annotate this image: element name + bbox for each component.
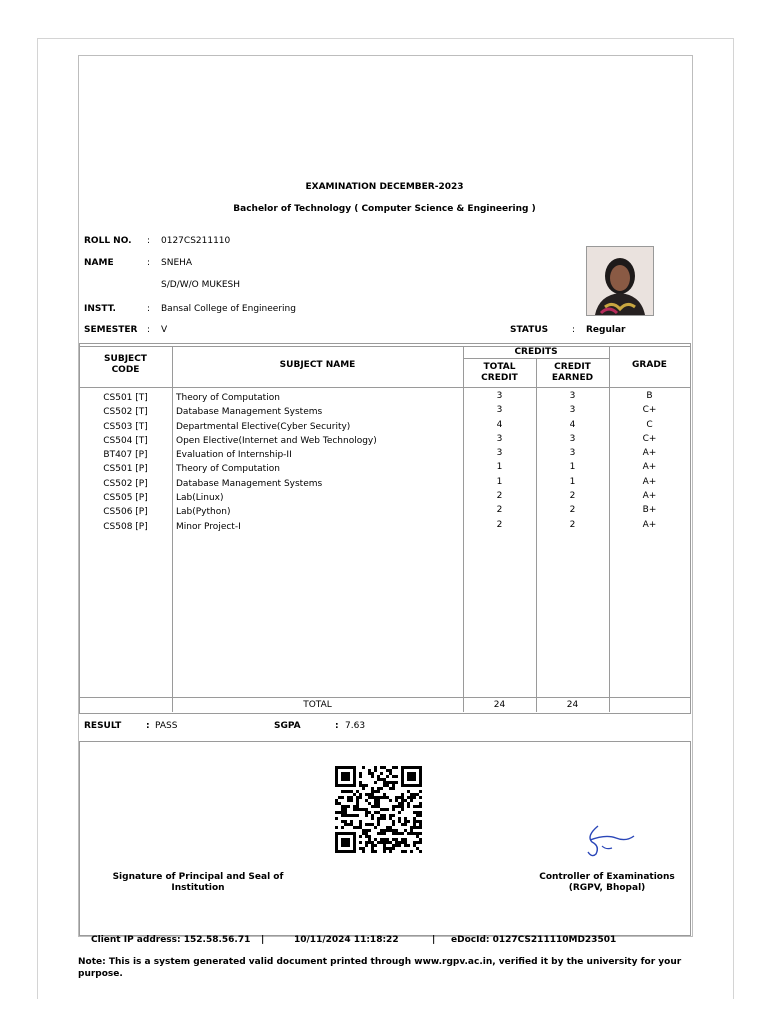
total-credit-cell: 1	[496, 476, 503, 487]
total-credit-sum: 24	[493, 700, 506, 710]
credit-earned-cell: 2	[569, 505, 576, 516]
subject-name: Evaluation of Internship-II	[176, 450, 292, 461]
subject-code: CS504 [T]	[103, 435, 148, 446]
grade-cell: A+	[642, 519, 657, 530]
qr-code	[334, 764, 424, 856]
header-total-credit: TOTAL CREDIT	[481, 362, 518, 383]
grade-cell: A+	[642, 476, 657, 487]
name-label: NAME	[84, 258, 114, 268]
semester-value: V	[161, 325, 168, 335]
total-credit-cell: 3	[496, 433, 503, 444]
relation-value: S/D/W/O MUKESH	[161, 280, 241, 290]
footer-separator: |	[432, 935, 436, 945]
column-total-credits	[463, 389, 536, 532]
roll-label: ROLL NO.	[84, 236, 132, 246]
column-credits-earned	[536, 389, 609, 532]
header-subject-code: SUBJECT CODE	[104, 354, 147, 375]
subject-code: CS502 [T]	[103, 407, 148, 418]
roll-colon: :	[147, 236, 151, 246]
edoc-id: eDocId: 0127CS211110MD23501	[451, 935, 617, 945]
credit-earned-cell: 3	[569, 448, 576, 459]
col-divider-1	[172, 346, 173, 712]
credit-earned-cell: 2	[569, 519, 576, 530]
subject-name: Database Management Systems	[176, 478, 323, 489]
roll-value: 0127CS211110	[161, 236, 231, 246]
header-subject-name: SUBJECT NAME	[279, 360, 356, 370]
header-grade: GRADE	[632, 360, 667, 370]
header-credit-earned: CREDIT EARNED	[551, 362, 594, 383]
table-total-rule	[79, 697, 690, 698]
grade-cell: C+	[642, 405, 657, 416]
name-colon: :	[147, 258, 151, 268]
grade-cell: C+	[642, 433, 657, 444]
credit-earned-cell: 1	[569, 476, 576, 487]
semester-colon: :	[147, 325, 151, 335]
grade-cell: A+	[642, 491, 657, 502]
subject-code: BT407 [P]	[103, 450, 148, 461]
subject-code: CS501 [T]	[103, 393, 148, 403]
grade-cell: C	[646, 419, 653, 430]
subject-code: CS508 [P]	[103, 521, 148, 532]
subject-name: Open Elective(Internet and Web Technology)	[176, 435, 377, 446]
footer-note-line1: Note: This is a system generated valid document printed through www.rgpv.ac.in, verified it by the university for your	[78, 957, 682, 967]
total-earned-sum: 24	[566, 700, 579, 710]
column-subject-names	[176, 391, 461, 534]
print-datetime: 10/11/2024 11:18:22	[294, 935, 399, 945]
result-label: RESULT	[84, 721, 122, 731]
exam-title: EXAMINATION DECEMBER-2023	[305, 182, 464, 192]
subject-name: Minor Project-I	[176, 521, 241, 532]
subject-name: Departmental Elective(Cyber Security)	[176, 421, 351, 432]
grade-cell: A+	[642, 448, 657, 459]
subject-name: Theory of Computation	[176, 393, 280, 403]
status-colon: :	[572, 325, 576, 335]
total-credit-cell: 2	[496, 519, 503, 530]
subject-name: Theory of Computation	[176, 464, 280, 475]
subject-code: CS505 [P]	[103, 493, 148, 504]
header-credits: CREDITS	[514, 347, 558, 357]
total-credit-cell: 3	[496, 448, 503, 459]
subject-name: Database Management Systems	[176, 407, 323, 418]
status-value: Regular	[586, 325, 626, 335]
institute-value: Bansal College of Engineering	[161, 304, 296, 314]
subject-code: CS506 [P]	[103, 507, 148, 518]
footer-separator: |	[261, 935, 265, 945]
credit-earned-cell: 3	[569, 405, 576, 416]
credit-earned-cell: 3	[569, 391, 576, 401]
total-label: TOTAL	[303, 700, 332, 710]
credit-earned-cell: 1	[569, 462, 576, 473]
total-credit-cell: 3	[496, 405, 503, 416]
credit-earned-cell: 4	[569, 419, 576, 430]
footer-note-line2: purpose.	[78, 969, 123, 979]
institute-colon: :	[147, 304, 151, 314]
subject-name: Lab(Linux)	[176, 493, 224, 504]
total-credit-cell: 1	[496, 462, 503, 473]
credit-earned-cell: 2	[569, 491, 576, 502]
program-title: Bachelor of Technology ( Computer Science & Engineering )	[233, 204, 536, 214]
result-colon: :	[146, 721, 150, 731]
controller-signature	[576, 822, 636, 862]
student-photo	[586, 246, 654, 316]
subject-code: CS501 [P]	[103, 464, 148, 475]
total-credit-cell: 2	[496, 491, 503, 502]
column-grades	[609, 389, 690, 532]
sgpa-value: 7.63	[345, 721, 366, 731]
client-ip: Client IP address: 152.58.56.71	[91, 935, 251, 945]
total-credit-cell: 3	[496, 391, 503, 401]
table-header-rule	[79, 387, 690, 388]
name-value: SNEHA	[161, 258, 193, 268]
sgpa-label: SGPA	[274, 721, 301, 731]
subject-code: CS502 [P]	[103, 478, 148, 489]
grade-cell: B+	[642, 505, 657, 516]
grade-cell: B	[646, 391, 653, 401]
subject-code: CS503 [T]	[103, 421, 148, 432]
column-subject-codes	[79, 391, 172, 534]
result-value: PASS	[155, 721, 178, 731]
principal-signature-label: Signature of Principal and Seal of Institution	[112, 872, 284, 893]
total-credit-cell: 2	[496, 505, 503, 516]
total-credit-cell: 4	[496, 419, 503, 430]
semester-label: SEMESTER	[84, 325, 138, 335]
status-label: STATUS	[510, 325, 549, 335]
credit-earned-cell: 3	[569, 433, 576, 444]
grade-cell: A+	[642, 462, 657, 473]
controller-label: Controller of Examinations (RGPV, Bhopal)	[539, 872, 675, 893]
sgpa-colon: :	[335, 721, 339, 731]
subject-name: Lab(Python)	[176, 507, 231, 518]
institute-label: INSTT.	[84, 304, 116, 314]
